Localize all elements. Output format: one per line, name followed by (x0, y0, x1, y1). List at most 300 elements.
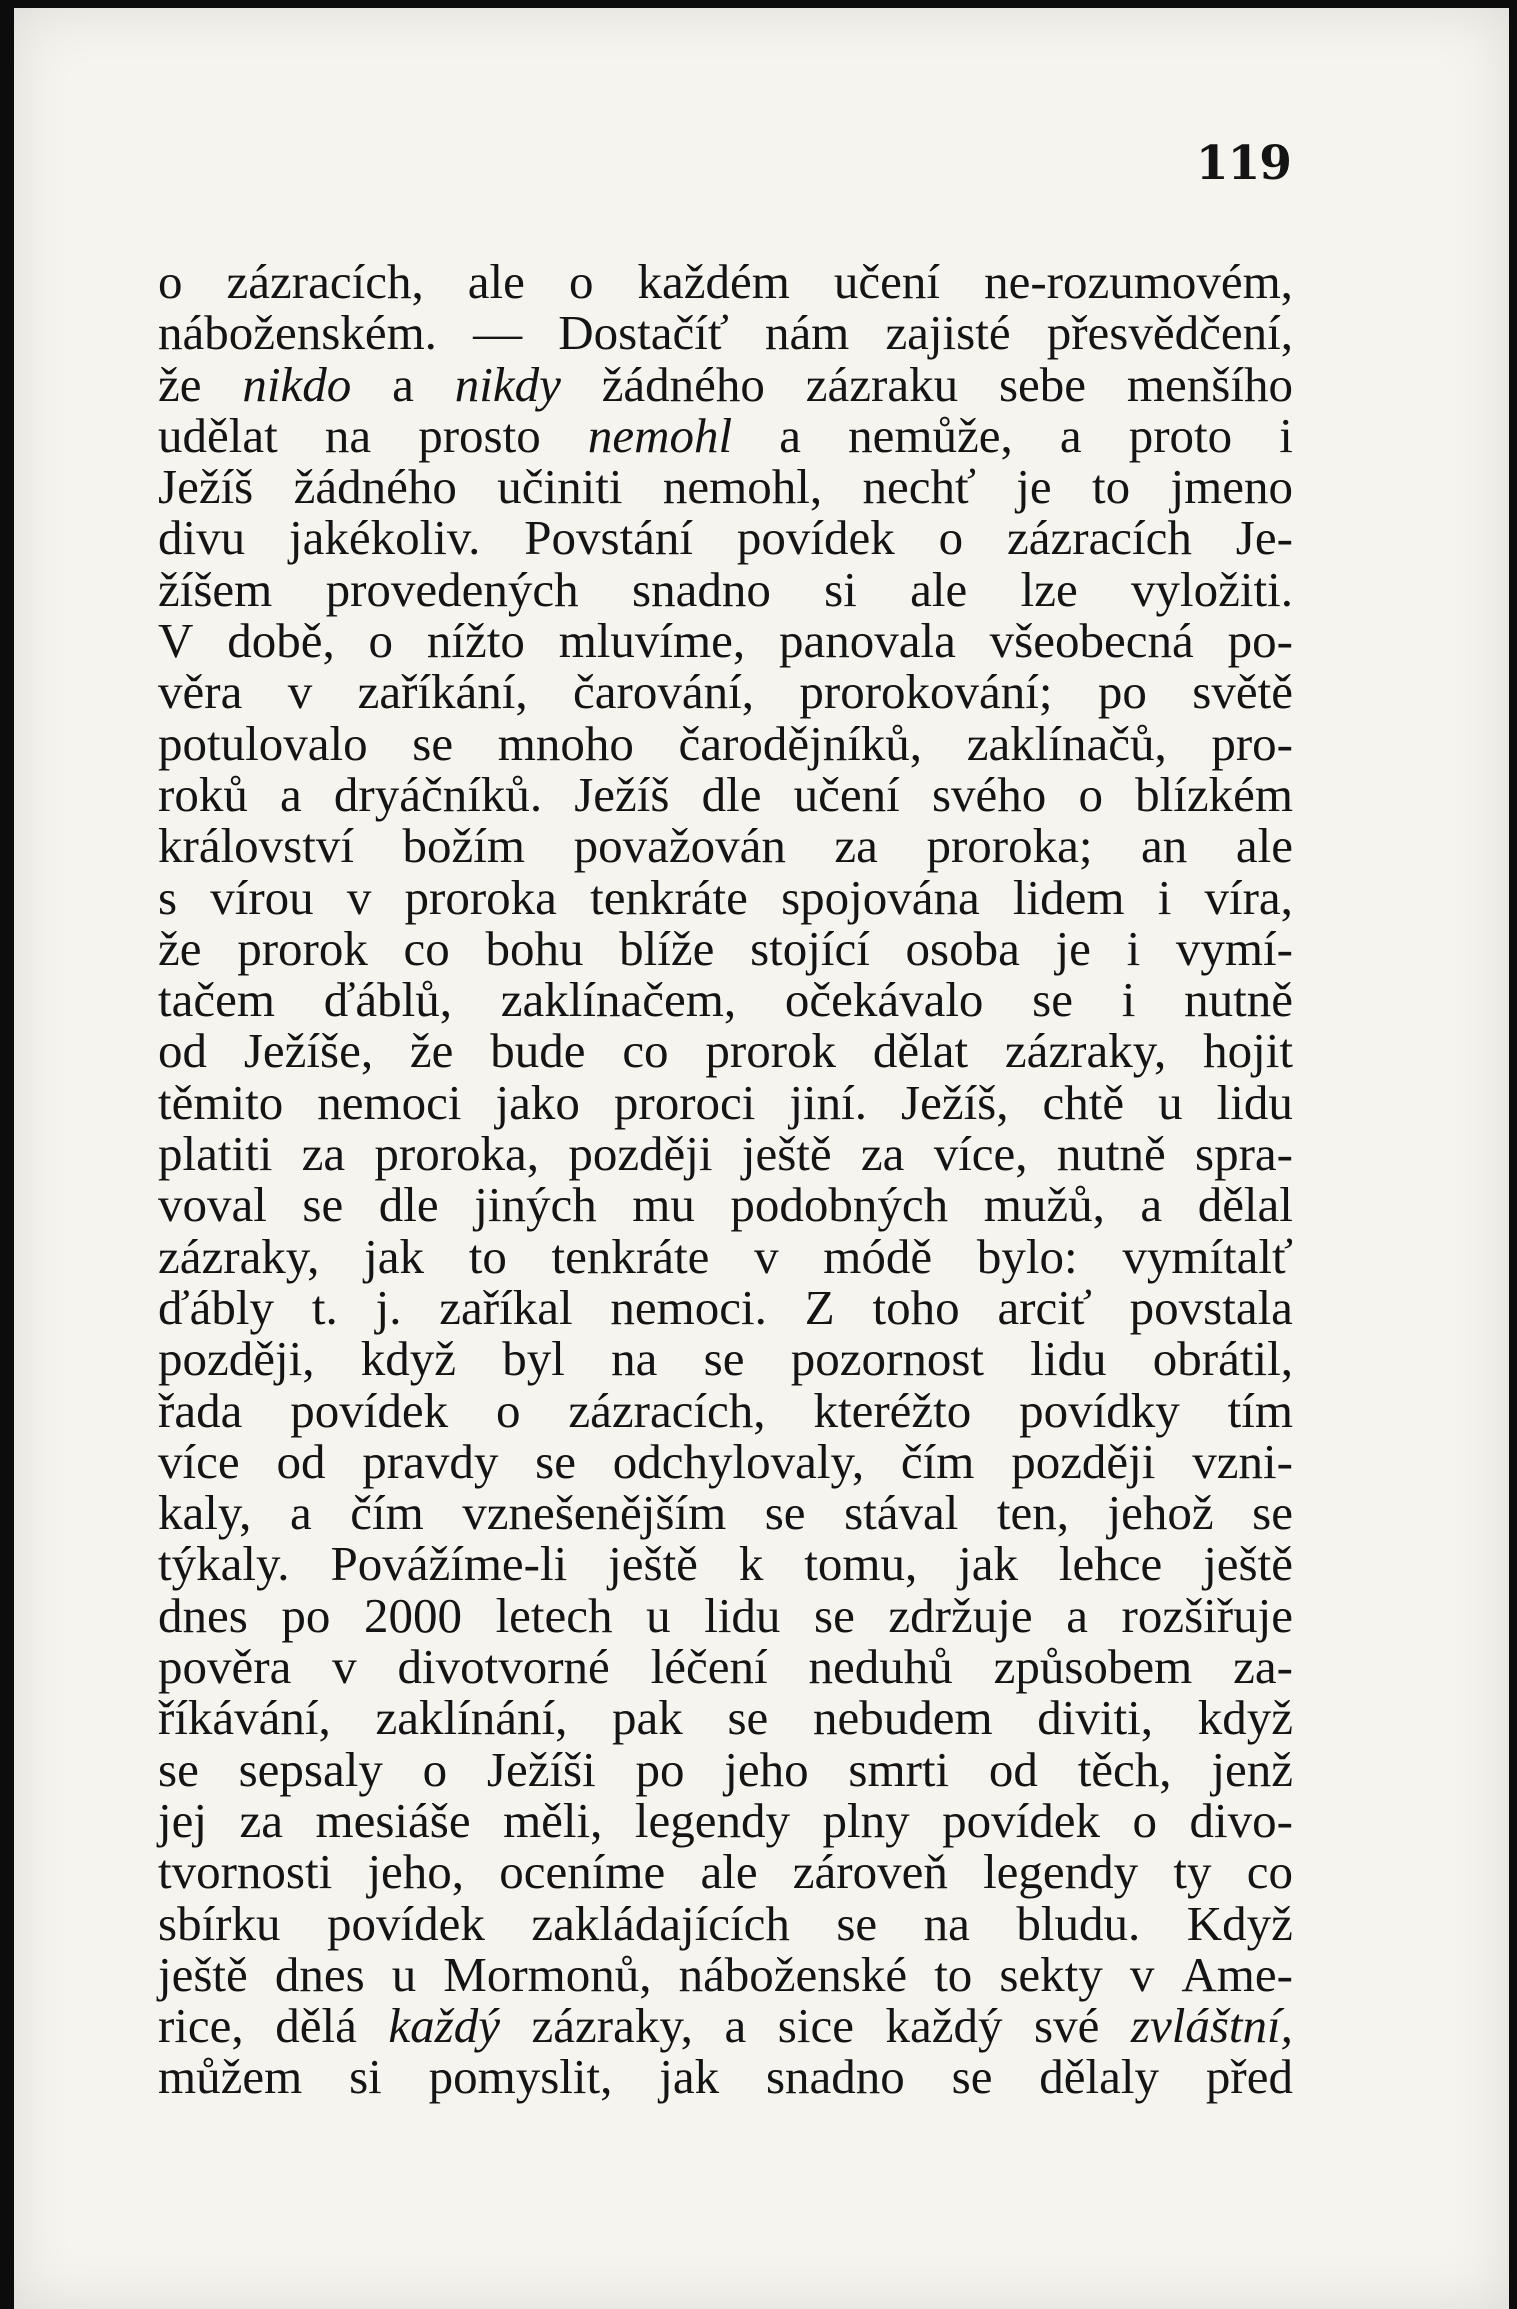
text-line (158, 613, 1293, 669)
word: arciť (997, 1279, 1092, 1335)
word: ale (467, 254, 525, 309)
word: době, (227, 613, 335, 669)
text-line (158, 1023, 1293, 1079)
word: v (1129, 1946, 1155, 2002)
word: a (779, 407, 801, 463)
word: — (473, 305, 523, 361)
text-line (158, 407, 1293, 463)
word: po (281, 1587, 331, 1643)
word: náboženské (678, 1946, 908, 2002)
word: po (1097, 664, 1147, 720)
text-line (158, 1587, 1293, 1643)
text-line (158, 972, 1293, 1028)
word: jmeno (1170, 459, 1293, 515)
word: s (158, 869, 178, 925)
word: léčení (650, 1639, 768, 1695)
word: jako (495, 1074, 580, 1130)
text-line (158, 1895, 1293, 1951)
word: tačem (158, 972, 275, 1028)
text-line (158, 1331, 1293, 1387)
word: způsobem (993, 1639, 1193, 1695)
word: se (1252, 1485, 1293, 1541)
text-line (158, 356, 1293, 412)
word: lidu (1030, 1331, 1107, 1387)
text-line (158, 1536, 1293, 1592)
word: t. (311, 1279, 338, 1335)
word: dělal (1197, 1177, 1293, 1233)
word: voval (158, 1177, 267, 1233)
word: nemůže, (848, 407, 1013, 463)
word: později (568, 1126, 713, 1182)
word: mesiáše (315, 1792, 471, 1848)
word: legendy (983, 1844, 1139, 1900)
italic-word: každý (388, 1998, 500, 2054)
word: módě (823, 1228, 933, 1284)
word: letech (495, 1587, 613, 1643)
word: a (724, 1998, 747, 2054)
text-line (158, 1792, 1293, 1848)
word: jehož (1107, 1485, 1214, 1541)
word: dle (378, 1177, 439, 1233)
word: na (611, 1331, 658, 1387)
word: když (1197, 1690, 1293, 1746)
word: čarování, (573, 664, 754, 720)
word: prorok (237, 920, 368, 976)
word: před (1205, 2049, 1293, 2105)
word: co (622, 1023, 669, 1079)
word: Je- (1235, 510, 1293, 566)
word: nutně (1056, 1126, 1166, 1182)
page-number: 119 (1195, 136, 1291, 191)
word: a (289, 1485, 312, 1541)
word: sbírku (158, 1895, 281, 1951)
word: zázracích, (568, 1382, 766, 1438)
word: v (287, 664, 313, 720)
text-line (158, 920, 1293, 976)
word: udělat (158, 407, 278, 463)
word: o (368, 613, 394, 669)
word: světě (1192, 664, 1293, 720)
word: se (727, 1690, 769, 1746)
word: byl (502, 1331, 565, 1387)
word: a (279, 766, 302, 822)
text-line (158, 1844, 1293, 1900)
word: a (1059, 407, 1082, 463)
word: ale (700, 1844, 758, 1900)
text-line (158, 869, 1293, 925)
word: že (158, 920, 202, 976)
text-line (158, 510, 1293, 566)
word: tomu, (804, 1536, 918, 1592)
word: mluvíme, (558, 613, 746, 669)
word: božím (402, 818, 526, 874)
word: kaly, (158, 1485, 252, 1541)
word: povídek (290, 1382, 449, 1438)
word: ten, (996, 1485, 1069, 1541)
word: ďábly (158, 1279, 275, 1335)
word: V (158, 613, 194, 669)
word: učiniti (497, 459, 623, 515)
word: tenkráte (590, 869, 748, 925)
word: kteréžto (813, 1382, 972, 1438)
word: prorok (705, 1023, 837, 1079)
word: se (951, 2049, 993, 2105)
word: u (1158, 1074, 1183, 1130)
word: zajisté (885, 305, 1011, 361)
text-line (158, 1690, 1293, 1746)
word: divo- (1189, 1792, 1293, 1848)
word: mu (632, 1177, 695, 1233)
word: o (568, 254, 594, 309)
word: dělá (275, 1998, 357, 2054)
word: povídek (736, 510, 895, 566)
text-line (158, 459, 1293, 515)
word: ještě (158, 1946, 248, 2002)
word: Dostačíť (558, 305, 729, 361)
word: očekávalo (784, 972, 984, 1028)
word: nám (764, 305, 850, 361)
word: menšího (1126, 356, 1293, 412)
word: se (1032, 972, 1073, 1028)
text-line (158, 1074, 1293, 1130)
text-line (158, 715, 1293, 771)
word: dle (701, 766, 762, 822)
text-line (158, 1639, 1293, 1695)
word: Povstání (524, 510, 694, 566)
text-line (158, 1485, 1293, 1541)
word: se (535, 1433, 576, 1489)
word: později (1011, 1433, 1156, 1489)
word: ty (1173, 1844, 1212, 1900)
word: za (301, 1126, 346, 1182)
word: vymítalť (1122, 1228, 1293, 1284)
italic-word: zvláštní, (1130, 1998, 1293, 2054)
word: náboženském. (158, 305, 437, 361)
word: říkávání, (158, 1690, 331, 1746)
word: a (392, 356, 414, 412)
word: zaklínání, (375, 1690, 568, 1746)
word: království (158, 818, 354, 874)
word: nemohl, (662, 459, 823, 515)
word: odchylovaly, (612, 1433, 865, 1489)
word: nutně (1184, 972, 1293, 1028)
word: Ježíš (158, 459, 254, 515)
word: jej (158, 1792, 207, 1848)
text-line (158, 766, 1293, 822)
word: zaklínačem, (500, 972, 737, 1028)
word: proroka, (374, 1126, 540, 1182)
word: jeho, (367, 1844, 465, 1900)
word: Ježíš, (901, 1074, 1009, 1130)
word: proto (1128, 407, 1233, 463)
word: vymí- (1175, 920, 1293, 976)
word: o (1132, 1792, 1157, 1848)
italic-word: nikdy (454, 356, 561, 412)
word: toho (872, 1279, 960, 1335)
word: i (1157, 869, 1172, 925)
word: Ame- (1181, 1946, 1293, 2002)
word: Z (804, 1279, 835, 1335)
word: zázracích, (226, 254, 424, 309)
word: dnes (274, 1946, 365, 2002)
word: dryáčníků. (333, 766, 543, 822)
word: snadno (765, 2049, 905, 2105)
word: vzni- (1192, 1433, 1293, 1489)
word: všeobecná (989, 613, 1194, 669)
word: nebudem (812, 1690, 993, 1746)
text-line (158, 305, 1293, 361)
word: dnes (158, 1587, 248, 1643)
word: o (495, 1382, 521, 1438)
word: osoba (905, 920, 1020, 976)
word: povstala (1129, 1279, 1293, 1335)
word: jenž (1211, 1741, 1293, 1797)
word: nechť (862, 459, 976, 515)
word: plny (822, 1792, 910, 1848)
word: za- (1233, 1639, 1293, 1695)
word: od (158, 1023, 207, 1079)
word: vznešenějším (462, 1485, 727, 1541)
word: že (409, 1023, 454, 1079)
word: se (158, 1741, 199, 1797)
text-line (158, 1433, 1293, 1489)
word: tím (1227, 1382, 1293, 1438)
word: zázraky, (531, 1998, 693, 2054)
word: i (1126, 920, 1141, 976)
word: proroka; (926, 818, 1093, 874)
word: divu (158, 510, 246, 566)
word: za (860, 1126, 905, 1182)
word: prorokování; (799, 664, 1053, 720)
word: nemoci (317, 1074, 462, 1130)
word: později, (158, 1331, 315, 1387)
word: diviti, (1037, 1690, 1153, 1746)
word: ještě (608, 1536, 698, 1592)
word: proroka (404, 869, 557, 925)
word: an (1141, 818, 1188, 874)
word: Ježíši (486, 1741, 596, 1797)
word: blízkém (1135, 766, 1293, 822)
word: sekty (999, 1946, 1103, 2002)
word: své (1034, 1998, 1100, 2054)
text-line (158, 1946, 1293, 2002)
word: vyložiti. (1131, 561, 1293, 617)
word: panovala (778, 613, 956, 669)
word: za (239, 1792, 283, 1848)
word: přesvědčení, (1046, 305, 1293, 361)
word: Mormonů, (443, 1946, 652, 2002)
word: to (934, 1946, 973, 2002)
italic-word: nemohl (587, 407, 733, 463)
word: bludu. (1016, 1895, 1141, 1951)
word: se (703, 1331, 745, 1387)
word: stával (844, 1485, 959, 1541)
word: o (938, 510, 964, 566)
word: zdržuje (888, 1587, 1033, 1643)
text-line (158, 818, 1293, 874)
word: zaříkání, (357, 664, 528, 720)
word: mnoho (497, 715, 634, 771)
word: je (1055, 920, 1091, 976)
word: a (1140, 1177, 1163, 1233)
word: ještě (741, 1126, 832, 1182)
body-text (158, 256, 1293, 2103)
word: i (1121, 972, 1136, 1028)
word: čím (350, 1485, 424, 1541)
word: pozornost (790, 1331, 985, 1387)
word: na (324, 407, 372, 463)
word: jakékoliv. (288, 510, 481, 566)
word: od (276, 1433, 326, 1489)
word: vírou (210, 869, 314, 925)
word: pravdy (362, 1433, 499, 1489)
word: sebe (998, 356, 1087, 412)
word: spra- (1195, 1126, 1293, 1182)
word: pro- (1211, 715, 1293, 771)
word: snadno (632, 561, 771, 617)
word: že (158, 356, 202, 412)
word: stojící (750, 920, 870, 976)
word: povídek (327, 1895, 485, 1951)
word: můžem (158, 2049, 303, 2105)
word: po (635, 1741, 685, 1797)
word: když (360, 1331, 456, 1387)
word: lze (1020, 561, 1078, 617)
text-line (158, 1228, 1293, 1284)
word: platiti (158, 1126, 273, 1182)
word: zázracích (1007, 510, 1192, 566)
word: v (754, 1228, 779, 1284)
text-line (158, 2049, 1293, 2105)
word: nemoci. (610, 1279, 767, 1335)
word: u (391, 1946, 417, 2002)
word: roků (158, 766, 248, 822)
word: jak (659, 2049, 720, 2105)
word: o (1078, 766, 1103, 822)
word: zakládajících (531, 1895, 790, 1951)
word: tvornosti (158, 1844, 333, 1900)
word: je (1016, 459, 1052, 515)
text-line (158, 256, 1293, 307)
word: každý (885, 1998, 1003, 2054)
word: se (814, 1587, 855, 1643)
word: týkaly. (158, 1536, 290, 1592)
word: ještě (1203, 1536, 1293, 1592)
word: smrti (848, 1741, 950, 1797)
word: prosto (418, 407, 541, 463)
word: zaříkal (439, 1279, 573, 1335)
word: čarodějníků, (678, 715, 923, 771)
word: legendy (634, 1792, 791, 1848)
word: ale (1235, 818, 1293, 874)
word: k (738, 1536, 764, 1592)
word: tenkráte (551, 1228, 710, 1284)
word: jak (958, 1536, 1019, 1592)
word: těmito (158, 1074, 284, 1130)
word: více (158, 1433, 240, 1489)
word: chtě (1042, 1074, 1125, 1130)
word: těch, (1077, 1741, 1172, 1797)
word: ale (910, 561, 968, 617)
word: blíže (619, 920, 715, 976)
word: žíšem (158, 561, 273, 617)
word: na (923, 1895, 970, 1951)
text-line (158, 1741, 1293, 1797)
word: co (403, 920, 450, 976)
word: měli, (503, 1792, 603, 1848)
word: se (836, 1895, 878, 1951)
word: jeho (724, 1741, 809, 1797)
word: jiných (474, 1177, 597, 1233)
word: bude (490, 1023, 586, 1079)
word: divotvorné (397, 1639, 610, 1695)
word: pověra (158, 1639, 292, 1695)
word: svého (931, 766, 1047, 822)
word: zázraku (805, 356, 959, 412)
word: to (468, 1228, 507, 1284)
word: jiní. (789, 1074, 867, 1130)
word: potulovalo (158, 715, 368, 771)
word: j. (375, 1279, 402, 1335)
word: bohu (485, 920, 584, 976)
italic-word: nikdo (242, 356, 352, 412)
word: víra, (1204, 869, 1293, 925)
word: více, (933, 1126, 1028, 1182)
word: věra (158, 664, 243, 720)
word: 2000 (363, 1587, 462, 1643)
word: provedených (325, 561, 579, 617)
word: povídky (1019, 1382, 1180, 1438)
word: čím (900, 1433, 975, 1489)
text-line (158, 1998, 1293, 2054)
word: o (422, 1741, 448, 1797)
word: neduhů (808, 1639, 953, 1695)
word: o (158, 254, 183, 309)
word: učení (793, 766, 900, 822)
word: sice (777, 1998, 854, 2054)
word: to (1092, 459, 1131, 515)
word: si (824, 561, 857, 617)
word: jak (364, 1228, 424, 1284)
word: každém (637, 254, 790, 309)
word: rozšiřuje (1121, 1587, 1293, 1643)
word: i (1279, 407, 1293, 463)
text-line (158, 664, 1293, 720)
word: zároveň (792, 1844, 948, 1900)
word: ďáblů, (323, 972, 453, 1028)
word: a (1066, 1587, 1088, 1643)
word: Povážíme-li (330, 1536, 568, 1592)
word: Ježíše, (243, 1023, 374, 1079)
word: mužů, (983, 1177, 1105, 1233)
word: oceníme (499, 1844, 666, 1900)
text-line (158, 1382, 1293, 1438)
word: se (412, 715, 454, 771)
word: co (1246, 1844, 1293, 1900)
word: obrátil, (1152, 1331, 1293, 1387)
word: Ježíš (574, 766, 670, 822)
text-line (158, 561, 1293, 617)
word: zázraky, (158, 1228, 320, 1284)
word: dělat (872, 1023, 969, 1079)
word: po- (1227, 613, 1293, 669)
word: lehce (1058, 1536, 1163, 1592)
word: v (332, 1639, 357, 1695)
word: nížto (426, 613, 525, 669)
word: hojit (1203, 1023, 1293, 1079)
word: za (834, 818, 878, 874)
word: se (302, 1177, 344, 1233)
